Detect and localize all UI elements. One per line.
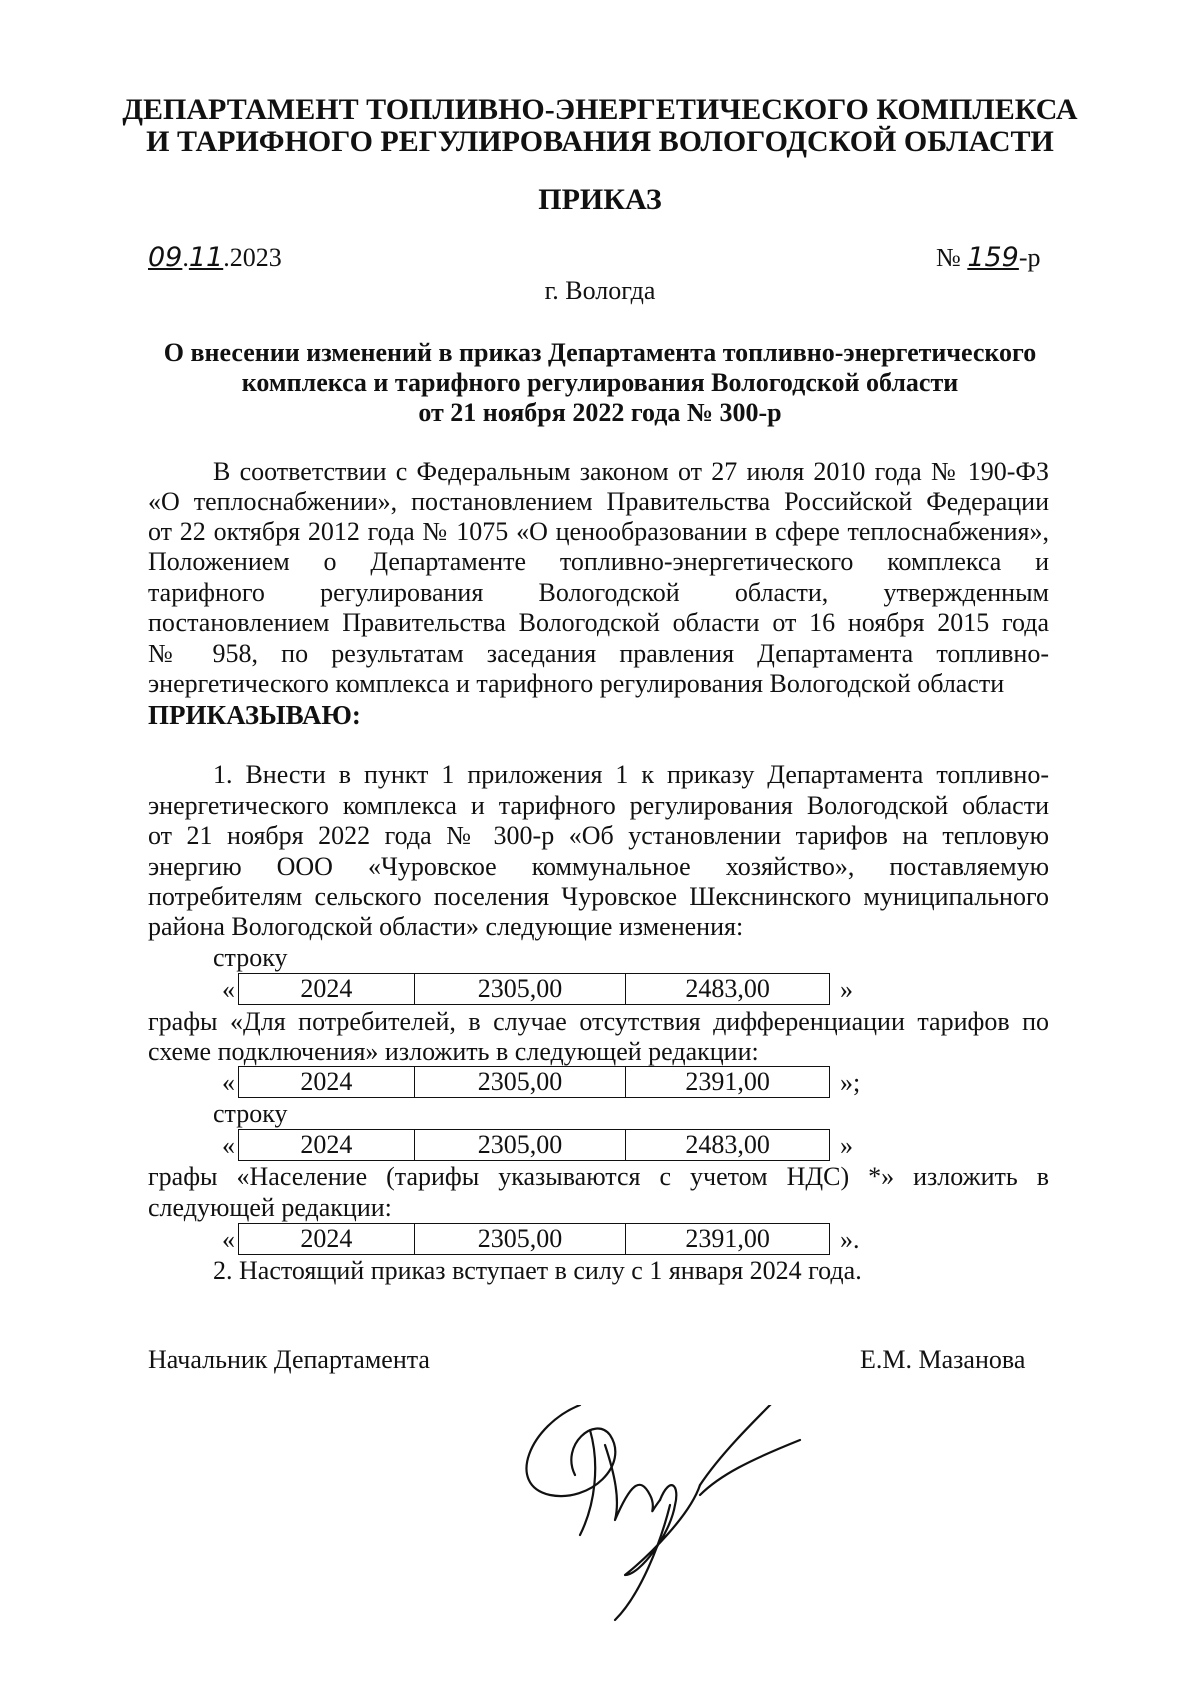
open-quote: « <box>222 1225 235 1254</box>
tariff-year: 2024 <box>239 1067 415 1098</box>
tariff-value-1: 2305,00 <box>414 1067 626 1098</box>
tariff-value-2: 2483,00 <box>626 1130 830 1161</box>
tariff-value-1: 2305,00 <box>414 1224 626 1255</box>
open-quote: « <box>222 975 235 1004</box>
number-prefix: № <box>936 243 968 272</box>
preamble-line: Положением о Департаменте топливно-энергетического комплекса и <box>148 547 1049 576</box>
order-title-line3: от 21 ноября 2022 года № 300-р <box>418 398 782 427</box>
order-title-line1: О внесении изменений в приказ Департамента топливно-энергетического <box>163 338 1037 367</box>
tariff-value-1: 2305,00 <box>414 974 626 1005</box>
signatory-position: Начальник Департамента <box>148 1345 430 1374</box>
open-quote: « <box>222 1131 235 1160</box>
tariff-row <box>238 1066 830 1098</box>
city: г. Вологда <box>544 276 656 305</box>
tariff-year: 2024 <box>239 1130 415 1161</box>
document-type: ПРИКАЗ <box>538 183 662 216</box>
tariff-row <box>238 973 830 1005</box>
tariff-year: 2024 <box>239 974 415 1005</box>
item1-line: потребителям сельского поселения Чуровское Шекснинского муниципального <box>148 882 1049 911</box>
item1-line: энергию ООО «Чуровское коммунальное хозяйство», поставляемую <box>148 852 1049 881</box>
graph1-line: графы «Для потребителей, в случае отсутствия дифференциации тарифов по <box>148 1007 1049 1036</box>
tariff-row <box>238 1129 830 1161</box>
preamble-line: энергетического комплекса и тарифного регулирования Вологодской области <box>148 669 1005 698</box>
signatory-name: Е.М. Мазанова <box>860 1345 1026 1374</box>
preamble-line: «О теплоснабжении», постановлением Правительства Российской Федерации <box>148 487 1049 516</box>
tariff-value-2: 2391,00 <box>626 1224 830 1255</box>
graph2-line: следующей редакции: <box>148 1193 392 1222</box>
graph1-line: схеме подключения» изложить в следующей редакции: <box>148 1037 759 1066</box>
document-number <box>936 243 1041 274</box>
graph2-line: графы «Население (тарифы указываются с учетом НДС) *» изложить в <box>148 1162 1049 1191</box>
close-quote: ». <box>840 1225 860 1254</box>
tariff-value-1: 2305,00 <box>414 1130 626 1161</box>
tariff-year: 2024 <box>239 1224 415 1255</box>
order-title-line2: комплекса и тарифного регулирования Вологодской области <box>241 368 959 397</box>
date-sep: . <box>182 243 189 272</box>
document-date <box>148 243 282 274</box>
close-quote: »; <box>840 1068 861 1097</box>
date-year: .2023 <box>223 243 282 272</box>
item1-line: от 21 ноября 2022 года № 300-р «Об установлении тарифов на тепловую <box>148 821 1049 850</box>
preamble-line: от 22 октября 2012 года № 1075 «О ценообразовании в сфере теплоснабжения», <box>148 517 1049 546</box>
stroku-label: строку <box>213 943 288 972</box>
item1-line: энергетического комплекса и тарифного регулирования Вологодской области <box>148 791 1049 820</box>
handwritten-signature <box>520 1405 900 1625</box>
close-quote: » <box>840 975 853 1004</box>
stroku-label: строку <box>213 1099 288 1128</box>
number-value: 159 <box>967 242 1019 273</box>
preamble-line: тарифного регулирования Вологодской области, утвержденным <box>148 578 1049 607</box>
order-word: ПРИКАЗЫВАЮ: <box>148 700 361 730</box>
tariff-value-2: 2391,00 <box>626 1067 830 1098</box>
open-quote: « <box>222 1068 235 1097</box>
close-quote: » <box>840 1131 853 1160</box>
tariff-row <box>238 1223 830 1255</box>
preamble-line: В соответствии с Федеральным законом от 27 июля 2010 года № 190-ФЗ <box>213 457 1049 486</box>
department-name-line1: ДЕПАРТАМЕНТ ТОПЛИВНО-ЭНЕРГЕТИЧЕСКОГО КОМПЛЕКСА <box>122 93 1078 126</box>
date-month: 11 <box>188 242 224 273</box>
department-name-line2: И ТАРИФНОГО РЕГУЛИРОВАНИЯ ВОЛОГОДСКОЙ ОБЛАСТИ <box>146 125 1054 158</box>
preamble-line: постановлением Правительства Вологодской области от 16 ноября 2015 года <box>148 608 1049 637</box>
item2: 2. Настоящий приказ вступает в силу с 1 января 2024 года. <box>213 1256 862 1285</box>
preamble-line: № 958, по результатам заседания правления Департамента топливно- <box>148 639 1049 668</box>
date-day: 09 <box>148 242 183 273</box>
number-suffix: -р <box>1018 243 1041 272</box>
item1-line: 1. Внести в пункт 1 приложения 1 к приказу Департамента топливно- <box>213 760 1049 789</box>
tariff-value-2: 2483,00 <box>626 974 830 1005</box>
item1-line: района Вологодской области» следующие изменения: <box>148 912 744 941</box>
